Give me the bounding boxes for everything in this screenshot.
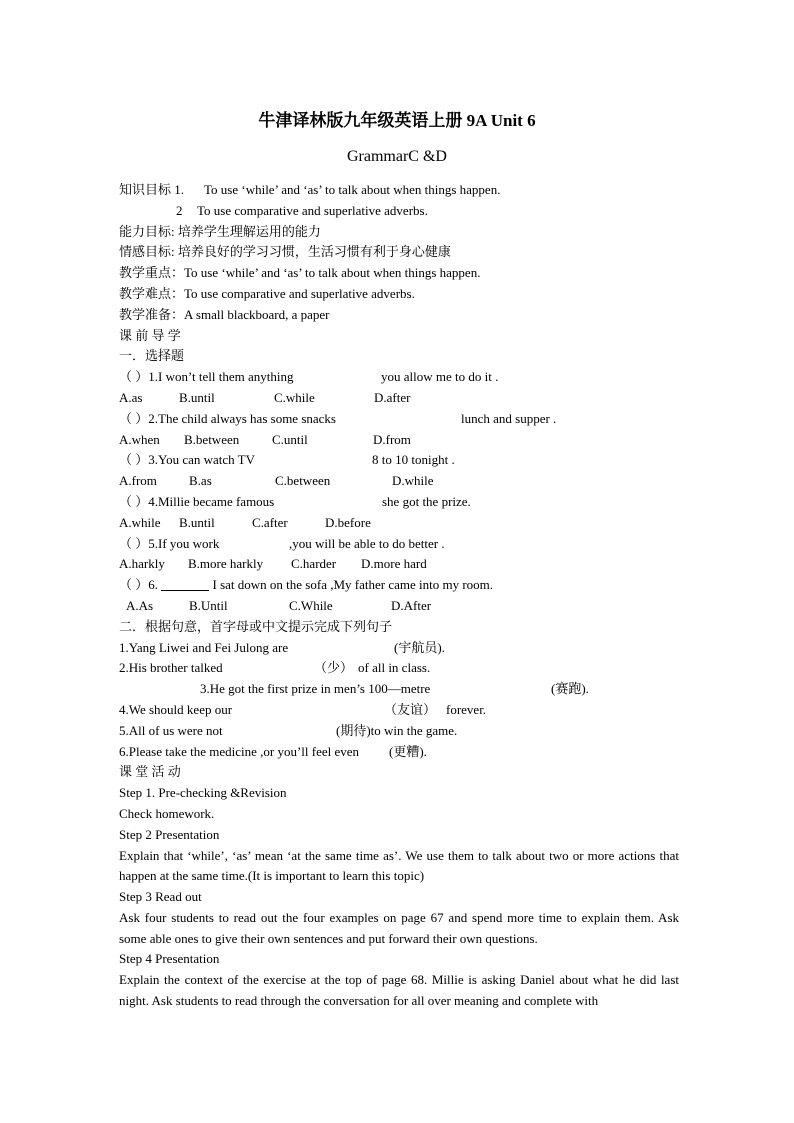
question-2: （ ）2.The child always has some snacks lunch and supper . — [119, 410, 557, 426]
step-3-text: Ask four students to read out the four examples on page 67 and spend more time to explain them. Ask some able ones to give their own sentences and put forward their own questions. — [119, 909, 679, 946]
sentence-5: 5.All of us were not (期待)to win the game. — [119, 722, 458, 738]
step-2-text: Explain that ‘while’, ‘as’ mean ‘at the same time as’. We use them to talk about two or more actions that happen at the same time.(It is important to learn this topic) — [119, 847, 679, 884]
ability-objective: 能力目标: 培养学生理解运用的能力 — [119, 223, 321, 239]
key-point: 教学重点：To use ‘while’ and ‘as’ to talk about when things happen. — [119, 265, 481, 281]
question-3: （ ）3.You can watch TV 8 to 10 tonight . — [119, 452, 455, 468]
question-1: （ ）1.I won’t tell them anything you allow me to do it . — [119, 369, 499, 385]
document-body — [119, 180, 679, 1012]
step-4-text: Explain the context of the exercise at the top of page 68. Millie is asking Daniel about what he did last night. Ask students to read through the conversation for all over meaning and complete with — [119, 972, 679, 1009]
document-title: 牛津译林版九年级英语上册 9A Unit 6 — [258, 111, 536, 130]
preparation: 教学准备：A small blackboard, a paper — [119, 306, 330, 322]
sentence-4: 4.We should keep our （友谊） forever. — [119, 701, 487, 717]
question-3-options: A.from B.as C.between D.while — [119, 473, 434, 489]
sentence-1: 1.Yang Liwei and Fei Julong are (宇航员). — [119, 639, 445, 655]
question-4: （ ）4.Millie became famous she got the prize. — [119, 493, 471, 509]
question-5-options: A.harkly B.more harkly C.harder D.more hard — [119, 556, 427, 572]
document-subtitle: GrammarC &D — [347, 148, 447, 165]
question-2-options: A.when B.between C.until D.from — [119, 431, 411, 447]
step-1-text: Check homework. — [119, 805, 215, 821]
sentence-6: 6.Please take the medicine ,or you’ll feel even (更糟). — [119, 743, 427, 759]
difficulty: 教学难点：To use comparative and superlative adverbs. — [119, 285, 415, 301]
question-4-options: A.while B.until C.after D.before — [119, 514, 371, 530]
emotion-objective: 情感目标: 培养良好的学习习惯，生活习惯有利于身心健康 — [119, 244, 451, 260]
step-2-heading: Step 2 Presentation — [119, 826, 220, 842]
knowledge-objective-2: 2 To use comparative and superlative adverbs. — [176, 202, 428, 218]
classroom-heading: 课 堂 活 动 — [119, 764, 181, 780]
question-1-options: A.as B.until C.while D.after — [119, 389, 411, 405]
sentence-2: 2.His brother talked （少） of all in class. — [119, 660, 431, 676]
sentence-3: 3.He got the first prize in men’s 100—metre (赛跑). — [200, 681, 589, 697]
preview-heading: 课 前 导 学 — [119, 327, 181, 343]
knowledge-objective-1: 知识目标 1. To use ‘while’ and ‘as’ to talk about when things happen. — [119, 182, 501, 197]
answer-blank — [161, 576, 209, 591]
section-1-heading: 一．选择题 — [119, 348, 185, 364]
section-2-heading: 二．根据句意，首字母或中文提示完成下列句子 — [119, 618, 393, 634]
question-6: （ ）6. I sat down on the sofa ,My father came into my room. — [119, 577, 494, 593]
step-4-heading: Step 4 Presentation — [119, 951, 220, 967]
step-1-heading: Step 1. Pre-checking &Revision — [119, 785, 287, 801]
question-5: （ ）5.If you work ,you will be able to do better . — [119, 535, 445, 551]
step-3-heading: Step 3 Read out — [119, 889, 202, 905]
question-6-options: A.As B.Until C.While D.After — [126, 597, 432, 613]
